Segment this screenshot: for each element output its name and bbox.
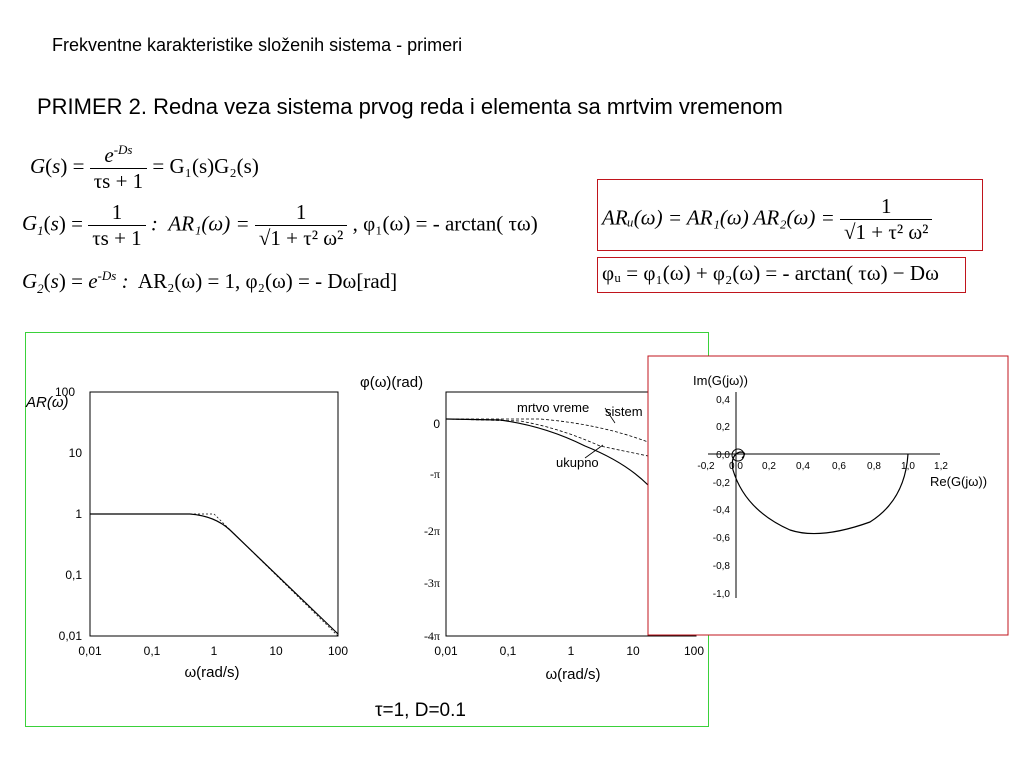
phase-ytick-2: -2π	[423, 524, 440, 538]
nyq-ytick-4: -0,4	[712, 505, 730, 516]
nyq-ytick-7: -1,0	[712, 589, 730, 600]
label-dead-time: mrtvo vreme	[517, 400, 590, 415]
nyquist-frame	[648, 356, 1008, 635]
aru-label: ARᵤ(ω) = AR₁(ω) AR₂(ω) =	[602, 205, 835, 230]
aru-box: ARᵤ(ω) = AR₁(ω) AR₂(ω) = $\frac{1}{\text{√1 + τ² ω²}}$	[597, 179, 983, 251]
amp-asymptote	[190, 514, 338, 636]
phi1-eq: φ₁(ω) = - arctan( τω)	[363, 211, 538, 236]
nyq-xlabel: Re(G(jω))	[930, 474, 988, 489]
g1-den: τs + 1	[88, 225, 145, 251]
phase-xtick-0: 0,01	[434, 644, 458, 658]
amp-curve	[90, 514, 338, 634]
phase-xtick-1: 0,1	[499, 644, 517, 658]
equation-g1: $G_1(s)$ = $\frac{1}{\tau s + 1}$ : AR₁(ω) = $\frac{1}{\text{√1 + τ² ω²}}$ , φ₁(ω) = - arctan( τω)	[22, 200, 538, 250]
aru-sqrt-den: 1 + τ² ω²	[855, 220, 929, 244]
params-label: τ=1, D=0.1	[375, 700, 466, 721]
phase-xtick-3: 10	[626, 644, 640, 658]
slide-heading: PRIMER 2. Redna veza sistema prvog reda i elementa sa mrtvim vremenom	[37, 94, 783, 119]
phase-ytick-0: 0	[433, 417, 440, 431]
phase-xlabel: ω(rad/s)	[545, 666, 601, 683]
nyq-ytick-3: -0,2	[712, 478, 730, 489]
amp-ytick-0: 100	[54, 385, 75, 399]
amp-ytick-1: 10	[68, 446, 82, 460]
amp-plot	[25, 385, 348, 681]
amp-xtick-3: 10	[269, 644, 283, 658]
nyq-xtick-5: 0,8	[867, 461, 881, 472]
phase-ylabel: φ(ω)(rad)	[360, 374, 424, 391]
exp-sup: -Ds	[113, 142, 133, 157]
g2-exp: e	[88, 269, 98, 293]
nyq-xtick-7: 1,2	[934, 461, 948, 472]
nyq-xtick-4: 0,6	[832, 461, 846, 472]
nyq-xtick-0: -0,2	[697, 461, 715, 472]
g2-exp-sup: -Ds	[97, 268, 117, 283]
slide-subtitle: Frekventne karakteristike složenih sistema - primeri	[52, 35, 463, 55]
sqrt-den: 1 + τ² ω²	[270, 226, 344, 250]
label-total: ukupno	[556, 455, 599, 470]
nyq-xtick-1: 0,0	[729, 461, 743, 472]
nyq-ytick-6: -0,8	[712, 561, 730, 572]
label-system: sistem	[605, 404, 643, 419]
amp-ytick-4: 0,01	[58, 629, 82, 643]
g1g2-product: = G₁(s)G₂(s)	[152, 153, 259, 178]
den-tau-s: τs + 1	[90, 168, 147, 194]
amp-xtick-2: 1	[210, 644, 218, 658]
amp-xlabel: ω(rad/s)	[184, 664, 240, 681]
amp-xtick-4: 100	[327, 644, 349, 658]
phase-sys-curve	[446, 419, 648, 456]
amp-ytick-3: 0,1	[65, 568, 82, 582]
equation-g: G(s) = $\frac{e^{-Ds}}{\tau s + 1}$ = G₁(s)G₂(s)	[30, 142, 259, 193]
ar1-label: AR₁(ω) =	[168, 211, 250, 236]
phase-total-curve	[446, 419, 648, 485]
ar2-line: AR₂(ω) = 1, φ₂(ω) = - Dω[rad]	[137, 269, 398, 293]
phase-ytick-1: -π	[429, 467, 440, 481]
nyq-xtick-6: 1,0	[901, 461, 915, 472]
nyq-ytick-5: -0,6	[712, 533, 730, 544]
nyq-ytick-2: 0,0	[716, 450, 730, 461]
phase-xtick-4: 100	[683, 644, 705, 658]
nyq-ylabel: Im(G(jω))	[693, 373, 748, 388]
equation-g2: $G_2(s) = e^{-Ds}$ : AR₂(ω) = 1, φ₂(ω) = - Dω[rad]	[22, 268, 398, 297]
nyq-xtick-3: 0,4	[796, 461, 810, 472]
amp-xtick-0: 0,01	[78, 644, 102, 658]
phiu-eq: φᵤ = φ₁(ω) + φ₂(ω) = - arctan( τω) − Dω	[602, 261, 939, 285]
phase-ytick-4: -4π	[423, 629, 440, 643]
amp-xtick-1: 0,1	[143, 644, 161, 658]
amp-ylabel: AR(ω)	[26, 394, 69, 411]
nyq-xtick-2: 0,2	[762, 461, 776, 472]
nyq-ytick-1: 0,2	[716, 422, 730, 433]
exp-base: e	[104, 143, 114, 167]
phase-xtick-2: 1	[567, 644, 575, 658]
nyq-ytick-0: 0,4	[716, 395, 730, 406]
phase-ytick-3: -3π	[423, 576, 440, 590]
amp-ytick-2: 1	[75, 507, 82, 521]
